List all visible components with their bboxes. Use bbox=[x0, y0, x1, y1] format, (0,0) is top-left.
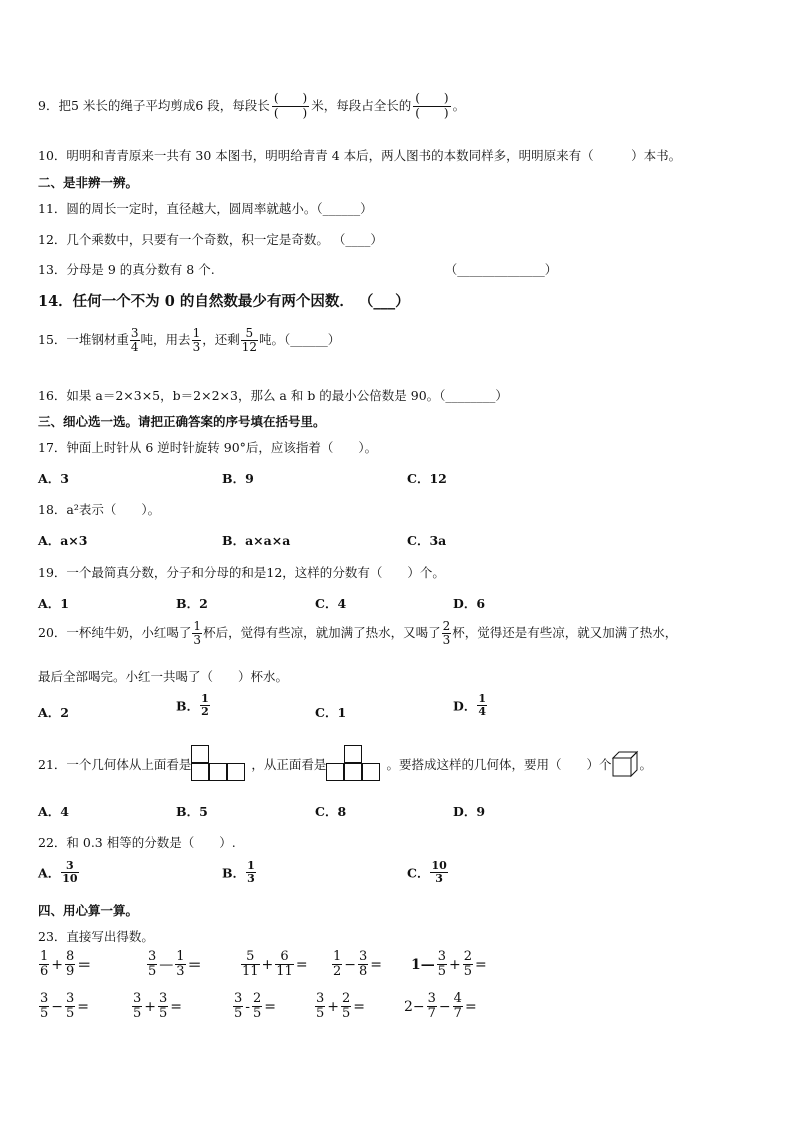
question-20: 20．一杯纯牛奶，小红喝了 $\frac{1}{3}$ 杯后，觉得有些凉，就加满了热水，又喝了 $\frac{2}{3}$ 杯，觉得还是有些凉，就又加满了热水， bbox=[38, 619, 678, 648]
option-d[interactable]: D．6 bbox=[453, 596, 486, 611]
top-view-figure bbox=[191, 745, 251, 783]
option-a[interactable]: A．3 bbox=[38, 471, 69, 486]
calc-item: $\frac{3}{5}$ − $\frac{3}{5}$ = bbox=[40, 991, 90, 1022]
question-14: 14．任何一个不为 0 的自然数最少有两个因数． （___） bbox=[38, 293, 410, 310]
question-text: 21．一个几何体从上面看是 bbox=[38, 757, 192, 772]
fraction: $\frac{5}{12}$ bbox=[241, 326, 257, 355]
question-23: 23．直接写出得数。 bbox=[38, 929, 154, 944]
calc-item: 2− $\frac{3}{7}$ − $\frac{4}{7}$ = bbox=[404, 991, 477, 1022]
question-20-line-2: 最后全部喝完。小红一共喝了（ ）杯水。 bbox=[38, 669, 289, 684]
question-text: 13．分母是 9 的真分数有 8 个. bbox=[38, 262, 215, 277]
calc-item: $\frac{3}{5}$ - $\frac{2}{5}$ = bbox=[234, 991, 277, 1022]
question-19: 19．一个最简真分数，分子和分母的和是12，这样的分数有（ ）个。 bbox=[38, 565, 445, 580]
option-b[interactable]: B． $\frac{1}{2}$ bbox=[176, 692, 209, 719]
option-d[interactable]: D． $\frac{1}{4}$ bbox=[453, 692, 486, 719]
fraction: $\frac{1}{3}$ bbox=[192, 326, 201, 355]
fraction: $\frac{1}{4}$ bbox=[478, 692, 486, 719]
question-text: 把5 米长的绳子平均剪成6 段，每段长 bbox=[58, 97, 270, 113]
fraction: $\frac{3}{10}$ bbox=[62, 859, 78, 886]
option-a[interactable]: A．a×3 bbox=[38, 533, 88, 548]
calc-item: $\frac{3}{5}$ + $\frac{3}{5}$ = bbox=[133, 991, 183, 1022]
answer-fraction-blank[interactable]: $\frac{( )}{( )}$ bbox=[273, 91, 308, 120]
fraction: $\frac{1}{2}$ bbox=[201, 692, 209, 719]
question-10: 10．明明和青青原来一共有 30 本图书，明明给青青 4 本后，两人图书的本数同样多，明明原来有（ ）本书。 bbox=[38, 148, 682, 163]
option-a[interactable]: A．4 bbox=[38, 804, 69, 819]
section-heading: 三、细心选一选。请把正确答案的序号填在括号里。 bbox=[38, 414, 326, 429]
question-9: 9．把5 米长的绳子平均剪成6 段，每段长 $\frac{( )}{( )}$ 米，每段占全长的 $\frac{( )}{( )}$ 。 bbox=[38, 91, 466, 120]
calc-item: $\frac{3}{5}$ + $\frac{2}{5}$ = bbox=[316, 991, 366, 1022]
calc-item: 1— $\frac{3}{5}$ + $\frac{2}{5}$ = bbox=[411, 949, 487, 980]
option-b[interactable]: B．9 bbox=[222, 471, 254, 486]
option-a[interactable]: A．1 bbox=[38, 596, 69, 611]
question-16: 16．如果 a＝2×3×5，b＝2×2×3，那么 a 和 b 的最小公倍数是 90。（________） bbox=[38, 388, 508, 403]
option-c[interactable]: C． $\frac{10}{3}$ bbox=[407, 859, 447, 886]
calc-item: $\frac{1}{2}$ − $\frac{3}{8}$ = bbox=[333, 949, 383, 980]
option-b[interactable]: B．5 bbox=[176, 804, 208, 819]
answer-fraction-blank[interactable]: $\frac{( )}{( )}$ bbox=[415, 91, 449, 120]
calc-item: $\frac{3}{5}$ — $\frac{1}{3}$ ＝ bbox=[148, 949, 202, 980]
option-d[interactable]: D．9 bbox=[453, 804, 486, 819]
question-number: 9． bbox=[38, 97, 59, 113]
question-15: 15．一堆钢材重 $\frac{3}{4}$ 吨，用去 $\frac{1}{3}$ ，还剩 $\frac{5}{12}$ 吨。（______） bbox=[38, 326, 341, 355]
option-b[interactable]: B．2 bbox=[176, 596, 208, 611]
answer-blank[interactable]: （______________） bbox=[444, 262, 558, 277]
front-view-figure bbox=[326, 745, 386, 783]
fraction: $\frac{1}{3}$ bbox=[193, 619, 202, 648]
option-c[interactable]: C．8 bbox=[315, 804, 347, 819]
option-c[interactable]: C．12 bbox=[407, 471, 447, 486]
question-22: 22．和 0.3 相等的分数是（ ）. bbox=[38, 835, 236, 850]
calc-item: $\frac{5}{11}$ + $\frac{6}{11}$ = bbox=[242, 949, 308, 980]
cube-icon bbox=[611, 750, 639, 778]
section-heading: 二、是非辨一辨。 bbox=[38, 175, 139, 190]
section-heading: 四、用心算一算。 bbox=[38, 903, 139, 918]
option-c[interactable]: C．3a bbox=[407, 533, 447, 548]
fraction: $\frac{1}{3}$ bbox=[247, 859, 255, 886]
calc-item: $\frac{1}{6}$ + $\frac{8}{9}$ ＝ bbox=[40, 949, 92, 980]
question-13 bbox=[38, 260, 557, 278]
question-12: 12．几个乘数中，只要有一个奇数，积一定是奇数。 （____） bbox=[38, 232, 383, 247]
question-18: 18．a²表示（ ）。 bbox=[38, 502, 161, 517]
fraction: $\frac{2}{3}$ bbox=[442, 619, 451, 648]
question-text: 15．一堆钢材重 bbox=[38, 332, 129, 348]
question-text: 20．一杯纯牛奶，小红喝了 bbox=[38, 625, 192, 641]
fraction: $\frac{10}{3}$ bbox=[431, 859, 447, 886]
option-b[interactable]: B． $\frac{1}{3}$ bbox=[222, 859, 255, 886]
fraction: $\frac{3}{4}$ bbox=[130, 326, 139, 355]
question-11: 11．圆的周长一定时，直径越大，圆周率就越小。（______） bbox=[38, 201, 373, 216]
option-c[interactable]: C．4 bbox=[315, 596, 347, 611]
option-a[interactable]: A． $\frac{3}{10}$ bbox=[38, 859, 78, 886]
option-a[interactable]: A．2 bbox=[38, 705, 69, 720]
option-c[interactable]: C．1 bbox=[315, 705, 347, 720]
question-21: 21．一个几何体从上面看是 ，从正面看是 。要搭成这样的几何体，要用（ ）个 。 bbox=[38, 745, 652, 783]
option-b[interactable]: B．a×a×a bbox=[222, 533, 291, 548]
question-17: 17．钟面上时针从 6 逆时针旋转 90°后，应该指着（ ）。 bbox=[38, 440, 378, 455]
